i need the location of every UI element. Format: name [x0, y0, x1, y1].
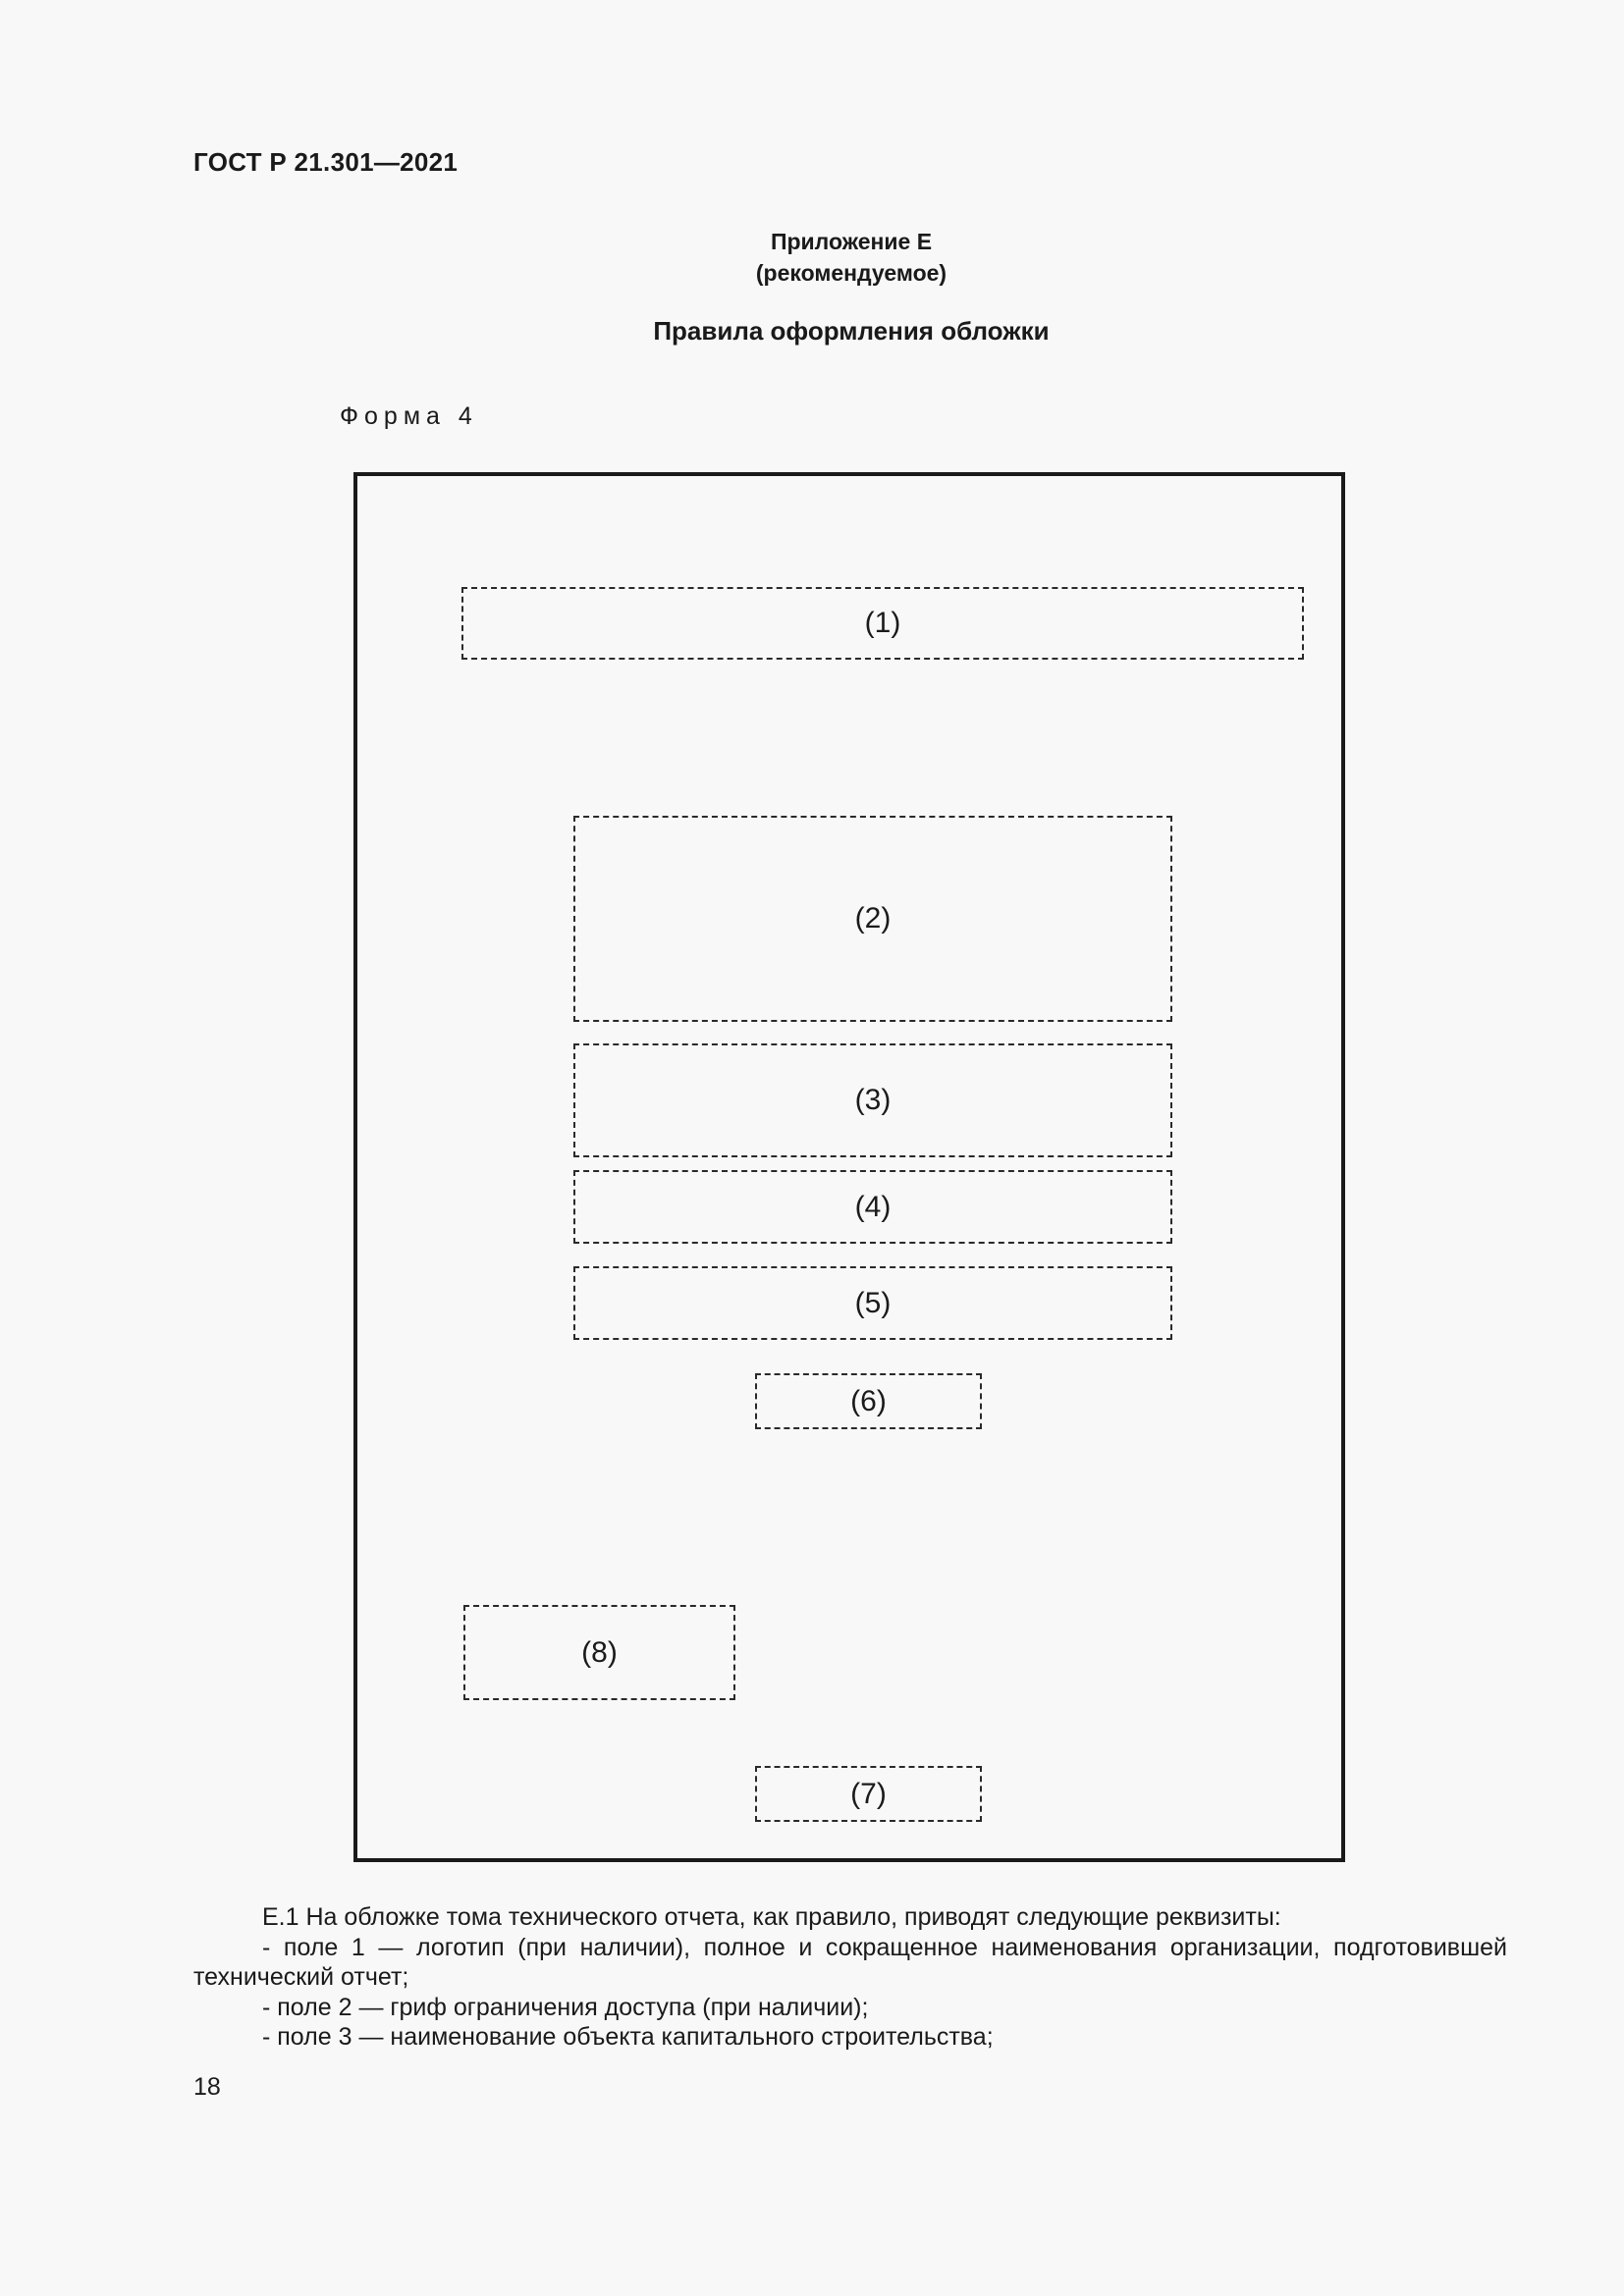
form-label: Форма 4	[340, 402, 478, 430]
list-item-field-3: - поле 3 — наименование объекта капитального строительства;	[262, 2023, 994, 2051]
appendix-title: Правила оформления обложки	[653, 316, 1050, 346]
cover-field-3: (3)	[573, 1043, 1172, 1157]
cover-field-4: (4)	[573, 1170, 1172, 1244]
appendix-heading	[0, 226, 1624, 289]
cover-field-8: (8)	[463, 1605, 735, 1700]
document-code: ГОСТ Р 21.301—2021	[193, 147, 459, 177]
cover-field-1: (1)	[461, 587, 1304, 660]
paragraph-e1: Е.1 На обложке тома технического отчета, как правило, приводят следующие реквизиты:	[262, 1903, 1281, 1931]
list-item-field-2: - поле 2 — гриф ограничения доступа (при наличии);	[262, 1993, 869, 2021]
body-text	[193, 1902, 1507, 2053]
page-number: 18	[193, 2073, 221, 2101]
cover-field-7: (7)	[755, 1766, 982, 1822]
list-item-field-1: - поле 1 — логотип (при наличии), полное и сокращенное наименования организации, подготовившей технический отчет;	[193, 1933, 1507, 1991]
appendix-status: (рекомендуемое)	[755, 260, 947, 286]
cover-form-frame	[353, 472, 1345, 1862]
cover-field-6: (6)	[755, 1373, 982, 1429]
cover-field-5: (5)	[573, 1266, 1172, 1340]
cover-field-2: (2)	[573, 816, 1172, 1022]
appendix-name: Приложение Е	[770, 229, 933, 254]
